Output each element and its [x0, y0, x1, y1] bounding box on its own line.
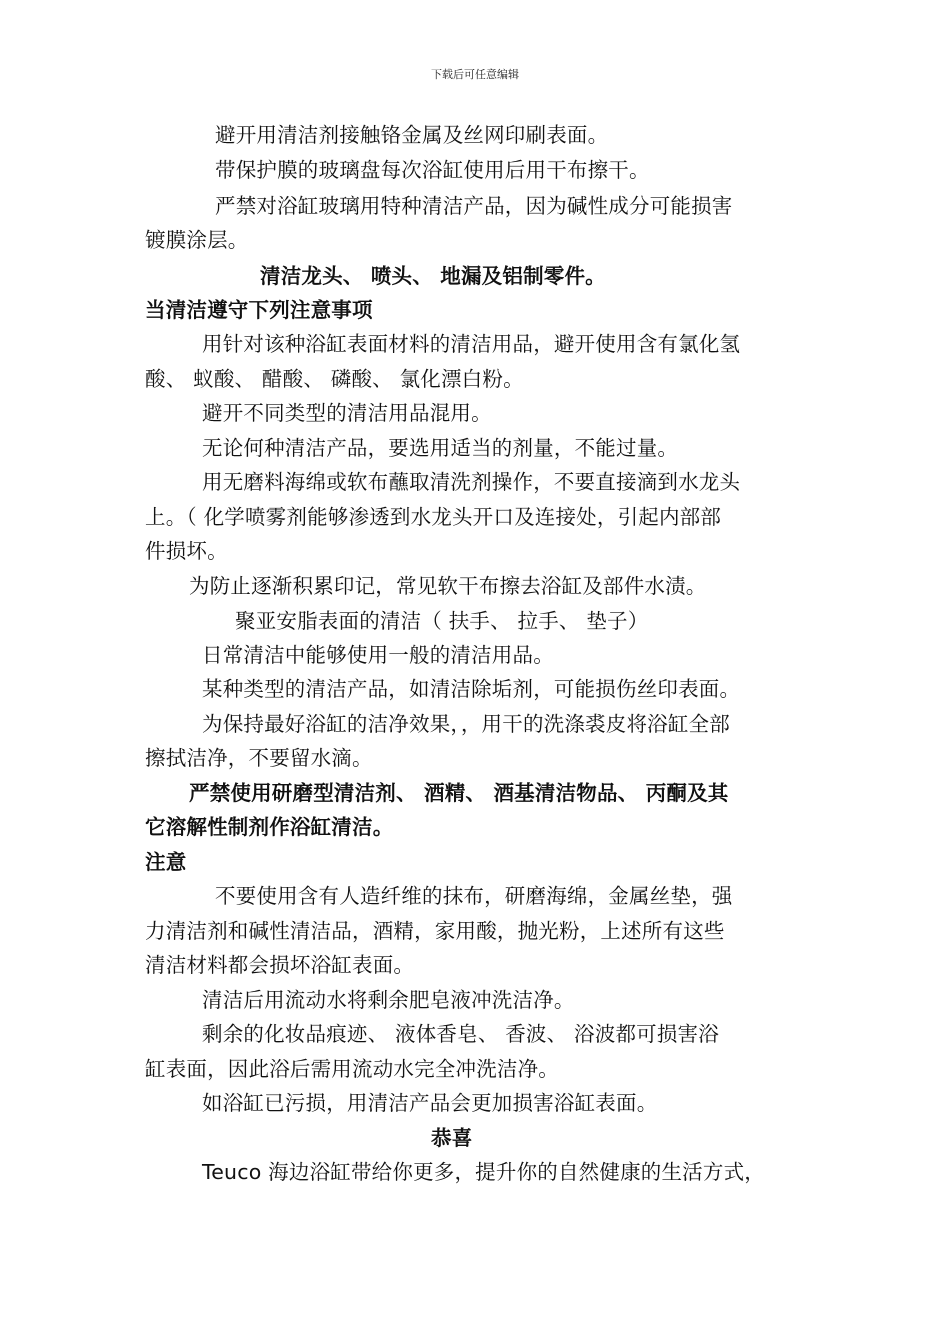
paragraph-line: 清洁后用流动水将剩余肥皂液冲洗洁净。	[202, 988, 575, 1012]
paragraph-line: 用无磨料海绵或软布蘸取清洗剂操作，不要直接滴到水龙头	[202, 470, 741, 494]
paragraph-line: 酸、 蚁酸、 醋酸、 磷酸、 氯化漂白粉。	[145, 367, 524, 391]
paragraph-line: 为防止逐渐积累印记，常见软干布擦去浴缸及部件水渍。	[189, 574, 707, 598]
paragraph-line: 日常清洁中能够使用一般的清洁用品。	[202, 643, 554, 667]
paragraph-line: 上。（ 化学喷雾剂能够渗透到水龙头开口及连接处，引起内部部	[145, 505, 722, 529]
paragraph-line: 力清洁剂和碱性清洁品，酒精，家用酸，抛光粉，上述所有这些	[145, 919, 725, 943]
warning-line: 严禁使用研磨型清洁剂、 酒精、 酒基清洁物品、 丙酮及其	[189, 781, 729, 805]
section-heading: 清洁龙头、 喷头、 地漏及铝制零件。	[260, 264, 606, 288]
paragraph-line: 缸表面，因此浴后需用流动水完全冲洗洁净。	[145, 1057, 559, 1081]
paragraph-line: 带保护膜的玻璃盘每次浴缸使用后用干布擦干。	[215, 158, 650, 182]
paragraph-line: 某种类型的清洁产品，如清洁除垢剂，可能损伤丝印表面。	[202, 677, 741, 701]
paragraph-line: 镀膜涂层。	[145, 228, 249, 252]
paragraph-line: 件损坏。	[145, 539, 228, 563]
paragraph-line: 剩余的化妆品痕迹、 液体香皂、 香波、 浴波都可损害浴	[202, 1022, 719, 1046]
paragraph-line: 严禁对浴缸玻璃用特种清洁产品，因为碱性成分可能损害	[215, 194, 733, 218]
paragraph-line: 避开用清洁剂接触铬金属及丝网印刷表面。	[215, 123, 609, 147]
paragraph-line: 无论何种清洁产品，要选用适当的剂量，不能过量。	[202, 436, 679, 460]
paragraph-line: 不要使用含有人造纤维的抹布，研磨海绵，金属丝垫，强	[215, 884, 733, 908]
paragraph-line: 为保持最好浴缸的洁净效果，，用干的洗涤裘皮将浴缸全部	[202, 712, 730, 736]
paragraph-line: Teuco 海边浴缸带给你更多，提升你的自然健康的生活方式，	[202, 1160, 765, 1184]
warning-line: 它溶解性制剂作浴缸清洁。	[145, 815, 394, 839]
closing-heading: 恭喜	[431, 1126, 473, 1150]
paragraph-line: 避开不同类型的清洁用品混用。	[202, 401, 492, 425]
paragraph-line: 用针对该种浴缸表面材料的清洁用品，避开使用含有氯化氢	[202, 332, 741, 356]
paragraph-line: 如浴缸已污损，用清洁产品会更加损害浴缸表面。	[202, 1091, 658, 1115]
paragraph-line: 清洁材料都会损坏浴缸表面。	[145, 953, 415, 977]
paragraph-line: 擦拭洁净，不要留水滴。	[145, 746, 373, 770]
section-subheading: 当清洁遵守下列注意事项	[145, 298, 373, 322]
section-heading: 聚亚安脂表面的清洁（ 扶手、 拉手、 垫子）	[235, 609, 649, 633]
notice-heading: 注意	[145, 850, 187, 874]
page-header: 下载后可任意编辑	[431, 68, 519, 81]
